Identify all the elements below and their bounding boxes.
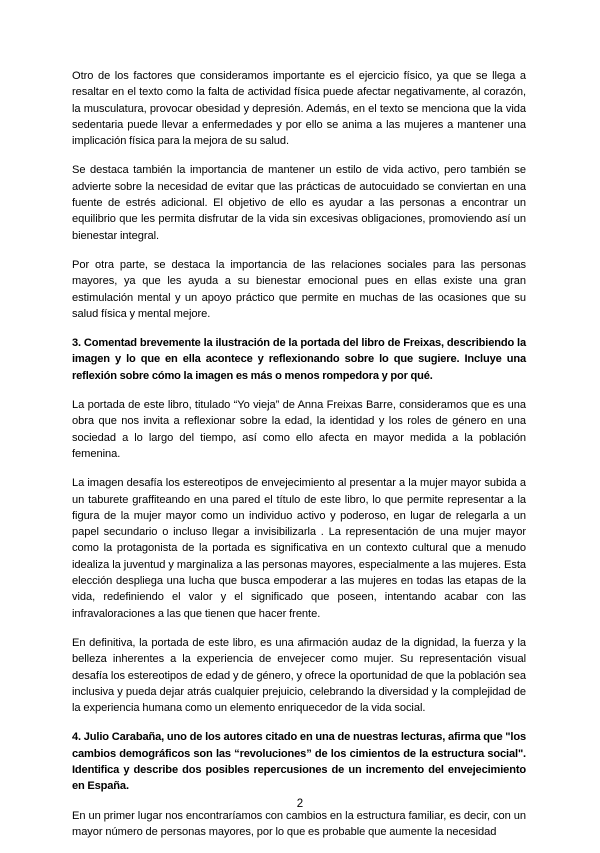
paragraph-conclusion: En definitiva, la portada de este libro, es una afirmación audaz de la dignidad, la fuerza y la belleza inherentes a la experiencia de envejecer como mujer. Su representación visual desafía los estereotipos de edad y de género, y ofrece la oportunidad de que la población sea inclusiva y pueda dejar atrás cualquier prejuicio, celebrando la diversidad y la complejidad de la experiencia humana como un elemento enriquecedor de la vida social.	[72, 636, 526, 715]
document-page	[72, 68, 526, 853]
question-3-heading: 3. Comentad brevemente la ilustración de la portada del libro de Freixas, describiendo la imagen y lo que en ella acontece y reflexionando sobre lo que sugiere. Incluye una reflexión sobre cómo la imagen es más o menos rompedora y por qué.	[72, 337, 526, 382]
paragraph-exercise: Otro de los factores que consideramos importante es el ejercicio físico, ya que se llega a resaltar en el texto como la falta de actividad física puede afectar negativamente, al corazón, la musculatura, provocar obesidad y depresión. Además, en el texto se menciona que la vida sedentaria puede llevar a enfermedades y por ello se anima a las mujeres a mantener una implicación física para la mejora de su salud.	[72, 70, 526, 148]
question-4-heading: 4. Julio Carabaña, uno de los autores citado en una de nuestras lecturas, afirma que "los cambios demográficos son las “revoluciones” de los cimientos de la estructura social". Identifica y describe dos posibles repercusiones de un incremento del envejecimiento en España.	[72, 731, 526, 793]
paragraph-family-structure: En un primer lugar nos encontraríamos con cambios en la estructura familiar, es decir, con un mayor número de personas mayores, por lo que es probable que aumente la necesidad	[72, 809, 526, 838]
paragraph-book-cover-intro: La portada de este libro, titulado “Yo vieja” de Anna Freixas Barre, consideramos que es una obra que nos invita a reflexionar sobre la edad, la identidad y los roles de género en una sociedad a lo largo del tiempo, así como ello afecta en mayor medida a la población femenina.	[72, 399, 526, 460]
page-number: 2	[296, 798, 304, 810]
paragraph-active-lifestyle: Se destaca también la importancia de mantener un estilo de vida activo, pero también se advierte sobre la necesidad de evitar que las prácticas de autocuidado se conviertan en una fuente de estrés adicional. El objetivo de ello es ayudar a las personas a encontrar un equilibrio que les permita disfrutar de la vida sin excesivas obligaciones, promoviendo así un bienestar integral.	[72, 164, 526, 242]
paragraph-social-relations: Por otra parte, se destaca la importancia de las relaciones sociales para las personas mayores, ya que les ayuda a su bienestar emocional pues en ellas existe una gran estimulación mental y un apoyo práctico que permite en muchas de las ocasiones que su salud física y mental mejore.	[72, 258, 526, 320]
paragraph-stereotypes: La imagen desafía los estereotipos de envejecimiento al presentar a la mujer mayor subida a un taburete graffiteando en una pared el título de este libro, lo que permite representar a la figura de la mujer mayor como un individuo activo y poderoso, en lugar de relegarla a un papel secundario o incluso llegar a invisibilizarla . La representación de una mujer mayor como la protagonista de la portada es significativa en un contexto cultural que a menudo idealiza la juventud y marginaliza a las personas mayores, especialmente a las mujeres. Esta elección despliega una lucha que busca empoderar a las mujeres en todas las etapas de la vida, redefiniendo el valor y el significado que poseen, intentando acabar con las infravaloraciones a las que tienen que hacer frente.	[72, 477, 526, 620]
